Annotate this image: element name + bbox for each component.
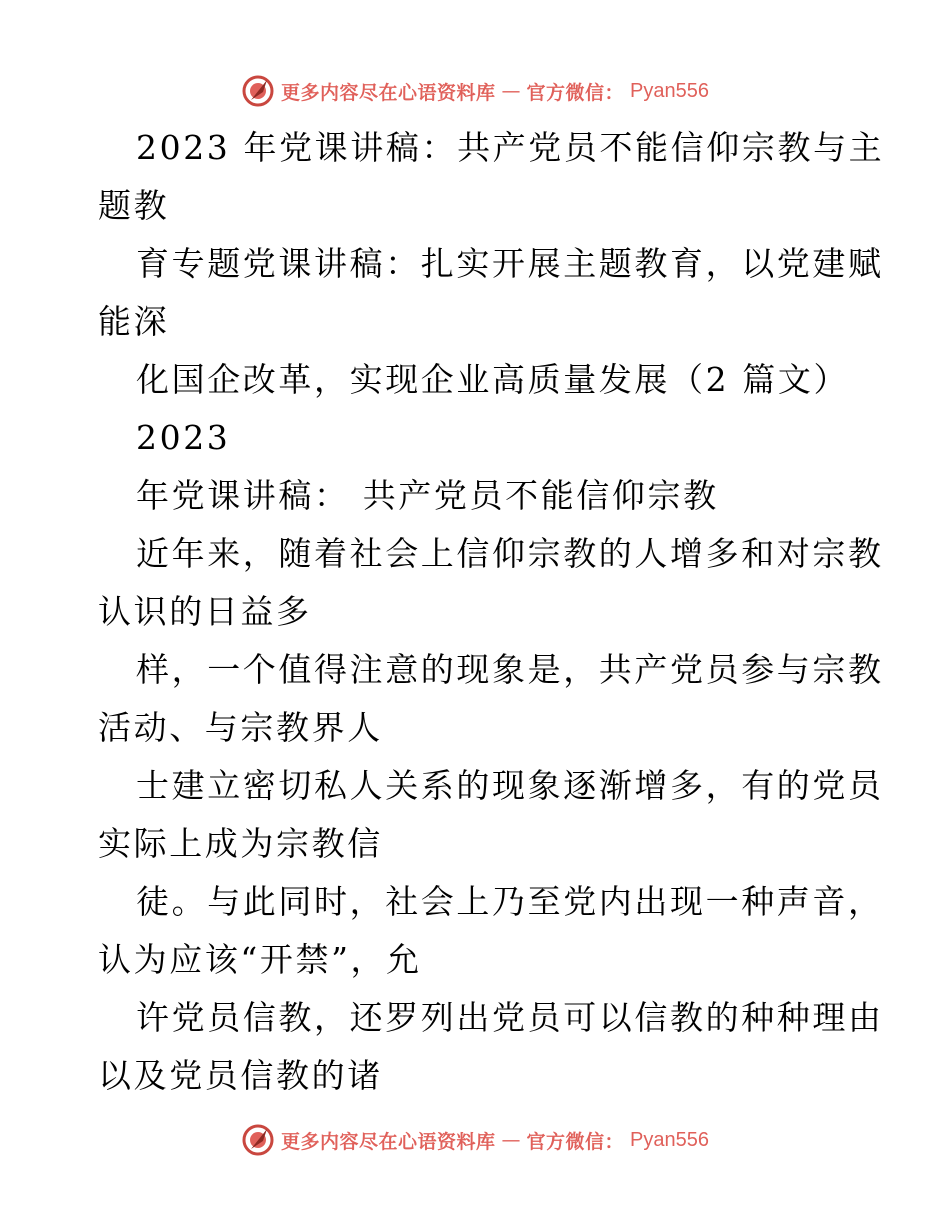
paragraph-line: 认为应该“开禁”，允 <box>98 940 422 979</box>
title-line-3: 育专题党课讲稿：扎实开展主题教育，以党建赋 <box>136 244 884 283</box>
watermark-wechat-account: Pyan556 <box>630 79 709 102</box>
quill-seal-icon <box>241 1123 275 1157</box>
paragraph-line: 样，一个值得注意的现象是，共产党员参与宗教 <box>136 650 884 689</box>
section-year: 2023 <box>136 418 231 457</box>
watermark-wechat-label: 官方微信： <box>526 81 625 104</box>
paragraph-line: 实际上成为宗教信 <box>98 824 383 863</box>
footer-watermark <box>0 1120 950 1160</box>
title-line-4: 能深 <box>98 302 170 341</box>
watermark-dash: — <box>501 80 521 102</box>
paragraph-line: 活动、与宗教界人 <box>98 708 383 747</box>
watermark-wechat-account: Pyan556 <box>630 1128 709 1151</box>
paragraph-line: 士建立密切私人关系的现象逐渐增多，有的党员 <box>136 766 884 805</box>
title-line-2: 题教 <box>98 186 170 225</box>
watermark-site-text: 更多内容尽在心语资料库 <box>281 81 496 104</box>
paragraph-line: 徒。与此同时，社会上乃至党内出现一种声音， <box>136 882 884 921</box>
title-line-1: 2023 年党课讲稿：共产党员不能信仰宗教与主 <box>136 128 885 167</box>
watermark-dash: — <box>501 1129 521 1151</box>
paragraph-line: 近年来，随着社会上信仰宗教的人增多和对宗教 <box>136 534 884 573</box>
section-heading: 年党课讲稿： 共产党员不能信仰宗教 <box>136 476 719 515</box>
watermark-wechat-label: 官方微信： <box>526 1130 625 1153</box>
paragraph-line: 许党员信教，还罗列出党员可以信教的种种理由 <box>136 998 884 1037</box>
paragraph-line: 以及党员信教的诸 <box>98 1056 383 1095</box>
watermark-site-text: 更多内容尽在心语资料库 <box>281 1130 496 1153</box>
paragraph-line: 认识的日益多 <box>98 592 312 631</box>
title-line-5: 化国企改革，实现企业高质量发展（2 篇文） <box>136 360 850 399</box>
